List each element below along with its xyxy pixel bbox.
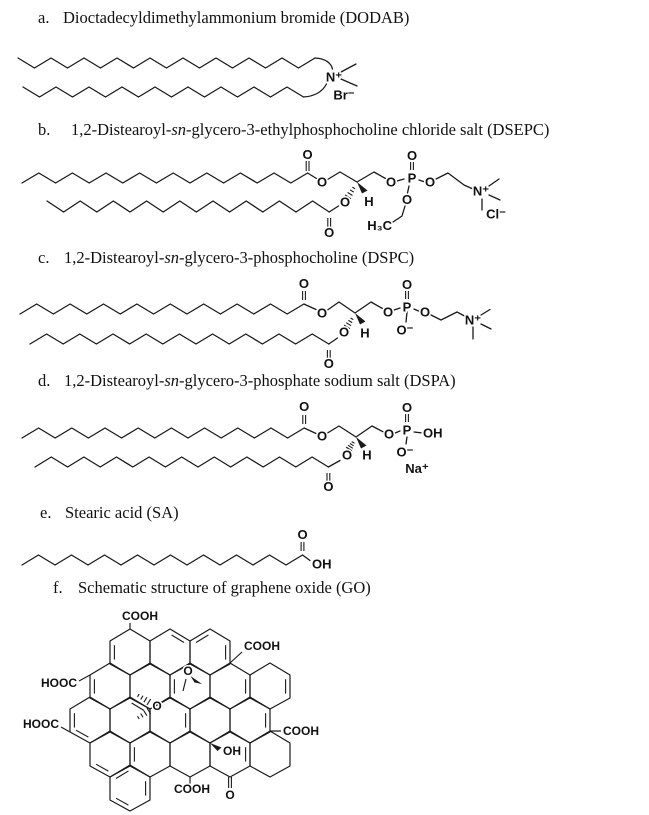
entry-d-letter: d. (38, 371, 51, 390)
hash-tick (352, 187, 355, 189)
entry-b-letter: b. (38, 120, 51, 139)
atom-label-o: O (385, 174, 397, 190)
hexagon-ring (70, 697, 110, 743)
molecule-dodab (18, 58, 357, 103)
atom-label-carbonyl-o: O (302, 147, 313, 162)
hexagon-ring (110, 629, 150, 675)
hash-tick (352, 442, 355, 444)
entry-c-title-pre: 1,2-Distearoyl- (64, 248, 165, 267)
sn1-alkyl-chain (22, 173, 308, 183)
hash-tick (141, 696, 143, 700)
hash-tick (348, 320, 352, 322)
cooh-label-top: COOH (122, 609, 158, 623)
atom-label-nitrogen: N⁺ (325, 69, 343, 85)
hexagon-ring (250, 663, 290, 709)
atom-label-ethyl-ch3: H₃C (367, 218, 392, 233)
n-methyl-bonds (341, 64, 357, 86)
atom-label-carbonyl-o: O (298, 276, 309, 291)
chain-to-n-bond (304, 84, 327, 97)
hexagon-ring (90, 731, 130, 777)
atom-label-phosphorus: P (402, 299, 412, 315)
hexagon-ring (110, 765, 150, 811)
hash-tick (144, 711, 147, 716)
oh-wedge (210, 743, 222, 751)
carbonyl-double-bond (301, 542, 304, 551)
atom-label-carbonyl-o: O (323, 479, 334, 494)
hexagon-ring (110, 697, 150, 743)
entry-a-letter: a. (38, 8, 50, 27)
entry-d-title-pre: 1,2-Distearoyl- (64, 371, 165, 390)
hash-tick (351, 318, 354, 320)
cooh-label-right: COOH (283, 724, 319, 738)
hexagon-ring (190, 629, 230, 675)
carbonyl-double-bond (303, 414, 409, 481)
hash-tick (138, 716, 140, 719)
atom-label-o-minus: O⁻ (396, 444, 414, 460)
sn2-alkyl-chain (35, 457, 328, 467)
hexagon-ring (190, 697, 230, 743)
atom-label-stereo-h: H (360, 325, 370, 341)
hooc-label-lower-left: HOOC (23, 717, 59, 731)
atom-label-carbonyl-o: O (323, 356, 334, 371)
atom-label-o: O (383, 426, 395, 442)
atom-label-ester-o: O (338, 324, 350, 340)
oh-label: OH (223, 744, 241, 758)
stereo-h-wedge (355, 313, 366, 325)
atom-label-choline-o: O (419, 304, 431, 320)
ketone-o-label: O (225, 788, 235, 802)
hexagon-ring (230, 697, 270, 743)
hash-tick (350, 190, 354, 192)
hash-tick (350, 443, 354, 445)
hexagon-ring (130, 731, 170, 777)
carbonyl-double-bond (306, 161, 413, 227)
molecule-stearic-acid (22, 527, 332, 572)
entry-b-title-post: -glycero-3-ethylphosphocholine chloride salt (DSEPC) (186, 120, 550, 139)
atom-label-ester-o: O (316, 428, 328, 444)
atom-label-sodium: Na⁺ (405, 461, 429, 476)
c-oh-bond (303, 555, 311, 561)
atom-label-phosphoryl-o: O (401, 400, 413, 415)
atom-label-bromide: Br⁻ (333, 87, 355, 103)
hooc-label-upper-left: HOOC (41, 676, 77, 690)
hexagon-ring (90, 663, 130, 709)
chain-to-n-bond (315, 58, 333, 69)
atom-label-phosphorus: P (402, 422, 412, 438)
atom-label-oh: OH (312, 556, 332, 572)
atom-label-ester-o: O (339, 194, 351, 210)
atom-label-stereo-h: H (362, 447, 372, 463)
hexagon-ring (130, 663, 170, 709)
atom-label-chloride: Cl⁻ (486, 206, 506, 222)
atom-label-o: O (382, 304, 394, 320)
epoxide-o-label: O (152, 699, 162, 713)
epoxide-o-label: O (183, 664, 193, 678)
entry-e-letter: e. (40, 503, 52, 522)
entry-b-title-italic: sn (171, 120, 187, 139)
atom-label-carbonyl-o: O (324, 225, 335, 240)
hexagon-ring (170, 731, 210, 777)
molecule-graphene-oxide (23, 609, 319, 811)
sn1-alkyl-chain (22, 428, 304, 438)
aromatic-double-bonds (74, 635, 285, 805)
atom-label-ester-o: O (316, 174, 328, 190)
stereo-h-wedge (357, 182, 368, 194)
ketone-double-bond (229, 777, 232, 788)
hash-tick (147, 699, 151, 705)
atom-label-ethyl-o: O (401, 192, 413, 207)
entry-c-title-post: -glycero-3-phosphocholine (DSPC) (179, 248, 415, 267)
alkyl-chain (18, 58, 315, 68)
carbonyl-double-bond (303, 291, 409, 358)
hash-tick (138, 694, 140, 697)
atom-label-ester-o: O (341, 447, 353, 463)
epoxide-hash-wedge (138, 708, 151, 719)
atom-label-carbonyl-o: O (297, 527, 308, 542)
hash-tick (141, 714, 143, 718)
sn2-alkyl-chain (47, 201, 329, 212)
entry-f-title-pre: Schematic structure of graphene oxide (GO) (78, 578, 371, 597)
cooh-label-top-right: COOH (244, 639, 280, 653)
entry-a-title-pre: Dioctadecyldimethylammonium bromide (DODAB) (63, 8, 410, 27)
atom-label-phosphorus: P (407, 170, 417, 186)
atom-label-ester-o: O (316, 305, 328, 321)
entry-d-title-post: -glycero-3-phosphate sodium salt (DSPA) (179, 371, 456, 390)
atom-label-carbonyl-o: O (299, 399, 310, 414)
atom-label-nitrogen: N⁺ (472, 183, 490, 199)
molecule-dsepc (22, 147, 506, 240)
atom-label-p-oh: OH (423, 425, 443, 441)
atom-label-o-minus: O⁻ (396, 322, 414, 338)
hexagon-ring (210, 663, 250, 709)
molecule-dspa (22, 399, 443, 494)
sn1-alkyl-chain (20, 304, 304, 314)
entry-b-title-pre: 1,2-Distearoyl- (71, 120, 172, 139)
atom-label-stereo-h: H (364, 194, 374, 209)
atom-label-nitrogen: N⁺ (464, 312, 482, 328)
cooh-label-bottom: COOH (174, 782, 210, 796)
entry-f-letter: f. (53, 578, 63, 597)
entry-c-letter: c. (38, 248, 50, 267)
atom-label-phosphoryl-o: O (401, 277, 413, 292)
hash-tick (144, 697, 147, 702)
entry-d-title-italic: sn (164, 371, 180, 390)
atom-label-phosphoryl-o: O (406, 148, 418, 163)
sn2-alkyl-chain (30, 334, 329, 344)
entry-c-title-italic: sn (164, 248, 180, 267)
alkyl-chain (22, 555, 303, 565)
entry-e-title-pre: Stearic acid (SA) (65, 503, 179, 522)
alkyl-chain (23, 87, 304, 97)
atom-label-choline-o: O (424, 174, 436, 190)
molecule-dspc (20, 276, 491, 371)
